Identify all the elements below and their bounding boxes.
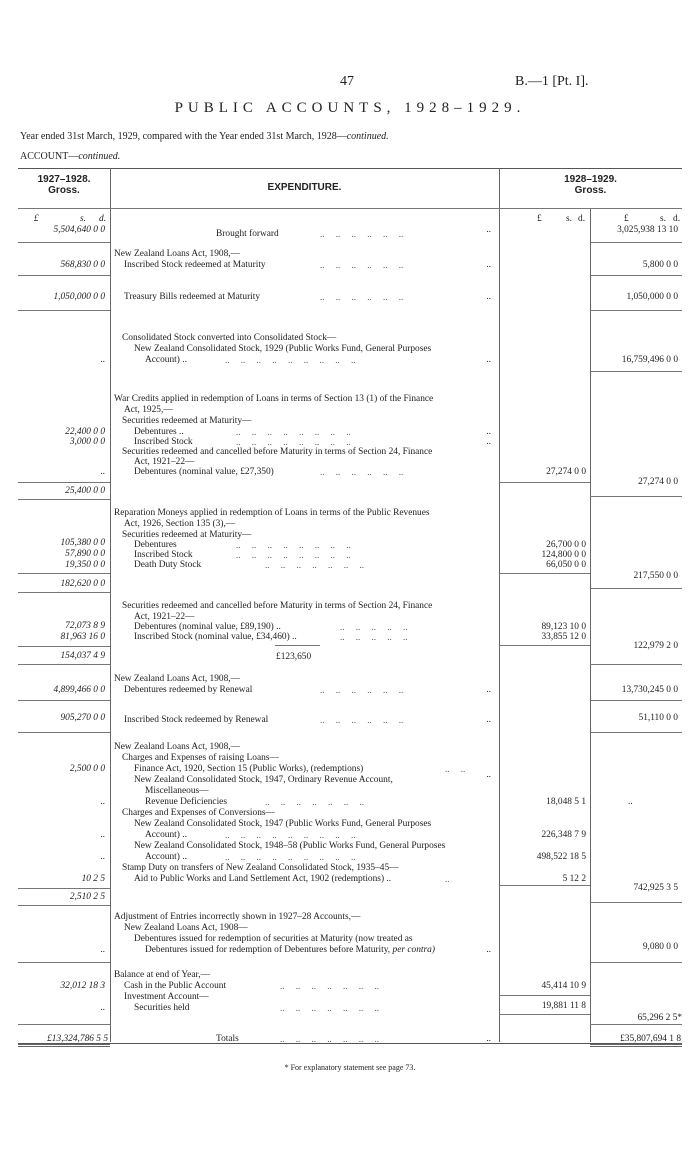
row-rule xyxy=(18,499,110,500)
sec-ins-left: 81,963 16 0 xyxy=(60,632,105,642)
sec-total-right: 122,979 2 0 xyxy=(633,641,678,651)
unit-pound: £ xyxy=(34,214,39,224)
nzla3-line10-mid: 498,522 18 5 xyxy=(536,852,586,862)
tb-mid: .. xyxy=(486,292,491,302)
leader-dots: .. .. .. .. .. .. .. .. .. xyxy=(225,830,356,840)
tb-right: 1,050,000 0 0 xyxy=(626,292,678,302)
rep-dds-left: 19,350 0 0 xyxy=(65,560,105,570)
nzla3-line5-mid: 18,048 5 1 xyxy=(546,797,586,807)
wc-ins: Inscribed Stock xyxy=(134,437,193,447)
row-rule xyxy=(18,482,110,483)
rep-deb-left: 105,380 0 0 xyxy=(60,538,105,548)
col-header-right: 1928–1929. Gross. xyxy=(564,174,617,196)
nzla1-text: Inscribed Stock redeemed at Maturity xyxy=(124,260,266,270)
totals-double-rule xyxy=(590,1044,682,1047)
nzla2-text: Debentures redeemed by Renewal xyxy=(124,685,253,695)
bf-left: 5,504,640 0 0 xyxy=(53,225,105,235)
totals-left: £13,324,786 5 5 xyxy=(47,1034,108,1044)
nzla1-mid: .. xyxy=(486,260,491,270)
isr-mid: .. xyxy=(486,715,491,725)
rep-total-right: 217,550 0 0 xyxy=(633,571,678,581)
subtitle xyxy=(20,131,389,142)
nzla3-line5-left: .. xyxy=(100,797,105,807)
leader-dots: .. .. .. .. .. .. .. .. .. xyxy=(225,852,356,862)
row-rule xyxy=(18,592,110,593)
nzla2-head: New Zealand Loans Act, 1908,— xyxy=(114,674,241,684)
wc-total-left: 25,400 0 0 xyxy=(65,486,105,496)
unit-d: d. xyxy=(673,214,681,224)
leader-dots: .. .. .. .. .. .. .. .. xyxy=(236,550,351,560)
nzla3-line12-left: 10 2 5 xyxy=(81,874,105,884)
nzla2-mid: .. xyxy=(486,685,491,695)
row-rule xyxy=(18,646,110,647)
nzla2-left: 4,899,466 0 0 xyxy=(53,685,105,695)
cs-right: 16,759,496 0 0 xyxy=(621,355,678,365)
nzla3-total-right: 742,925 3 5 xyxy=(633,883,678,893)
leader-dots: .. .. .. .. .. .. xyxy=(320,715,404,725)
isr-text: Inscribed Stock redeemed by Renewal xyxy=(124,715,269,725)
row-rule xyxy=(18,275,110,276)
footnote: * For explanatory statement see page 73. xyxy=(284,1063,416,1072)
wc-line3: Securities redeemed at Maturity— xyxy=(122,416,252,426)
rep-ins: Inscribed Stock xyxy=(134,550,193,560)
row-rule xyxy=(590,902,682,903)
isr-left: 905,270 0 0 xyxy=(60,713,105,723)
row-rule xyxy=(499,1014,590,1015)
col-header-expenditure: EXPENDITURE. xyxy=(267,182,342,193)
row-rule xyxy=(18,310,110,311)
nzla3-line4: Miscellaneous— xyxy=(145,786,209,796)
unit-s: s. xyxy=(660,214,666,224)
sec-line1: Securities redeemed and cancelled before Maturity in terms of Section 24, Finance xyxy=(122,601,433,611)
adj-line1: Adjustment of Entries incorrectly shown in 1927–28 Accounts,— xyxy=(114,912,361,922)
leader-dots: .. .. .. .. .. .. .. .. xyxy=(236,427,351,437)
wc-deb: Debentures .. xyxy=(134,427,184,437)
totals-double-rule xyxy=(18,1044,110,1047)
row-rule xyxy=(18,962,110,963)
row-rule xyxy=(18,732,110,733)
wc-deb-left: 22,400 0 0 xyxy=(65,427,105,437)
row-rule xyxy=(590,496,682,497)
leader-dots: .. .. .. .. .. .. .. xyxy=(280,1003,379,1013)
wc-line4: Securities redeemed and cancelled before Maturity in terms of Section 24, Finance xyxy=(122,447,433,457)
cs-mid: .. xyxy=(486,355,491,365)
subtitle-main: Year ended 31st March, 1929, compared with the Year ended 31st March, 1928— xyxy=(20,131,347,142)
nzla3-line3: New Zealand Consolidated Stock, 1947, Ordinary Revenue Account, xyxy=(134,775,393,785)
nzla1-head: New Zealand Loans Act, 1908,— xyxy=(114,249,241,259)
wc-line5: Act, 1921–22— xyxy=(134,457,195,467)
sec-total-left: 154,037 4 9 xyxy=(60,651,105,661)
bf-right: 3,025,938 13 10 xyxy=(617,225,678,235)
wc-nom-mid: 27,274 0 0 xyxy=(546,467,586,477)
wc-nom: Debentures (nominal value, £27,350) xyxy=(134,467,274,477)
unit-pound: £ xyxy=(537,214,542,224)
sec-line2: Act, 1921–22— xyxy=(134,612,195,622)
sec-boxed-total: £123,650 xyxy=(276,652,312,662)
nzla3-line5-right: .. xyxy=(628,797,633,807)
subtitle-continued: continued. xyxy=(346,131,389,142)
nzla3-line2: Finance Act, 1920, Section 15 (Public Works), (redemptions) xyxy=(134,764,364,774)
row-rule xyxy=(590,732,682,733)
row-rule xyxy=(590,700,682,701)
row-rule xyxy=(590,588,682,589)
bal-sh-mid: 19,881 11 8 xyxy=(541,1001,586,1011)
adj-right: 9,080 0 0 xyxy=(642,942,678,952)
row-rule xyxy=(590,1024,682,1025)
row-rule xyxy=(18,1024,110,1025)
nzla3-line2-left: 2,500 0 0 xyxy=(69,764,105,774)
row-rule xyxy=(275,645,320,646)
row-rule xyxy=(18,888,110,889)
adj-line4-italic: per contra) xyxy=(392,945,435,955)
leader-dots: .. .. .. .. .. .. .. .. xyxy=(236,437,351,447)
wc-total-right: 27,274 0 0 xyxy=(638,477,678,487)
leader-dots: .. .. .. .. .. .. xyxy=(320,467,404,477)
page-number: 47 xyxy=(340,74,354,89)
leader-dots: .. .. .. .. .. xyxy=(340,632,408,642)
nzla1-left: 568,830 0 0 xyxy=(60,260,105,270)
row-rule xyxy=(499,573,590,574)
rep-deb: Debentures xyxy=(134,540,177,550)
leader-dots: .. .. .. .. .. .. xyxy=(320,685,404,695)
nzla3-line2-mid: .. xyxy=(486,770,491,780)
rep-line1: Reparation Moneys applied in redemption of Loans in terms of the Public Revenues xyxy=(114,508,430,518)
header-rule xyxy=(18,208,682,209)
wc-line2: Act, 1925,— xyxy=(124,405,173,415)
leader-dots: .. .. .. .. .. .. .. xyxy=(280,1034,379,1044)
bal-cash: Cash in the Public Account xyxy=(124,981,227,991)
totals-right: £35,807,694 1 8 xyxy=(620,1034,681,1044)
nzla3-line9: New Zealand Consolidated Stock, 1948–58 (Public Works Fund, General Purposes xyxy=(134,841,446,851)
wc-nom-left: .. xyxy=(100,467,105,477)
leader-dots: .. xyxy=(445,874,450,884)
bal-cash-mid: 45,414 10 9 xyxy=(541,981,586,991)
unit-d: d. xyxy=(578,214,586,224)
bf-mid: .. xyxy=(486,225,491,235)
row-rule xyxy=(18,905,110,906)
leader-dots: .. .. .. .. .. xyxy=(340,622,408,632)
col-header-left: 1927–1928. Gross. xyxy=(37,174,91,196)
row-rule xyxy=(18,242,110,243)
leader-dots: .. .. .. .. .. .. xyxy=(320,229,404,239)
account-main: ACCOUNT— xyxy=(20,151,79,162)
bal-total-right: 65,296 2 5* xyxy=(637,1013,682,1023)
row-rule xyxy=(499,885,590,886)
col-rule xyxy=(590,208,591,1042)
nzla3-line12: Aid to Public Works and Land Settlement Act, 1902 (redemptions) .. xyxy=(134,874,392,884)
bal-sh: Securities held xyxy=(134,1003,190,1013)
row-rule xyxy=(18,573,110,574)
adj-line4-text: Debentures issued for redemption of Debentures before Maturity, xyxy=(145,945,391,955)
page-title: PUBLIC ACCOUNTS, 1928–1929. xyxy=(174,100,526,116)
row-rule xyxy=(18,664,110,665)
wc-ins-mid: .. xyxy=(486,437,491,447)
nzla2-right: 13,730,245 0 0 xyxy=(621,685,678,695)
nzla3-line6: Charges and Expenses of Conversions— xyxy=(122,808,275,818)
leader-dots: .. .. .. .. .. .. .. xyxy=(265,797,364,807)
rep-ins-left: 57,890 0 0 xyxy=(65,549,105,559)
nzla3-line8: Account) .. xyxy=(145,830,187,840)
tb-text: Treasury Bills redeemed at Maturity xyxy=(124,292,261,302)
unit-s: s. xyxy=(80,214,86,224)
rep-deb-mid: 26,700 0 0 xyxy=(546,540,586,550)
leader-dots: .. .. .. .. .. .. .. xyxy=(265,560,364,570)
isr-right: 51,110 0 0 xyxy=(638,713,678,723)
leader-dots: .. .. .. .. .. .. .. xyxy=(280,981,379,991)
row-rule xyxy=(499,645,590,646)
nzla3-line5: Revenue Deficiencies xyxy=(145,797,227,807)
document-reference: B.—1 [Pt. I]. xyxy=(515,74,589,89)
unit-d: d. xyxy=(99,214,107,224)
rep-total-left: 182,620 0 0 xyxy=(60,579,105,589)
adj-line4 xyxy=(145,945,435,956)
nzla3-total-left: 2,510 2 5 xyxy=(69,892,105,902)
cs-left: .. xyxy=(100,355,105,365)
rep-line2: Act, 1926, Section 135 (3),— xyxy=(124,519,236,529)
nzla3-line8-left: .. xyxy=(100,830,105,840)
nzla1-right: 5,800 0 0 xyxy=(642,260,678,270)
row-rule xyxy=(590,242,682,243)
row-rule xyxy=(499,995,590,996)
unit-s: s. xyxy=(566,214,572,224)
wc-ins-left: 3,000 0 0 xyxy=(69,437,105,447)
leader-dots: .. .. xyxy=(445,764,466,774)
row-rule xyxy=(18,700,110,701)
leader-dots: .. .. .. .. .. .. .. .. .. xyxy=(225,355,356,365)
row-rule xyxy=(590,310,682,311)
nzla3-line10-left: .. xyxy=(100,852,105,862)
rep-ins-mid: 124,800 0 0 xyxy=(541,550,586,560)
leader-dots: .. .. .. .. .. .. .. .. xyxy=(236,540,351,550)
nzla3-line1: Charges and Expenses of raising Loans— xyxy=(122,753,279,763)
bal-sh-left: .. xyxy=(100,1003,105,1013)
adj-mid: .. xyxy=(486,945,491,955)
adj-left: .. xyxy=(100,945,105,955)
sec-ins-mid: 33,855 12 0 xyxy=(541,632,586,642)
wc-deb-mid: .. xyxy=(486,427,491,437)
col-rule xyxy=(110,168,111,1042)
row-rule xyxy=(590,962,682,963)
sec-ins: Inscribed Stock (nominal value, £34,460) .. xyxy=(134,632,297,642)
col-rule xyxy=(499,168,500,1042)
rep-dds: Death Duty Stock xyxy=(134,560,202,570)
cs-line1: Consolidated Stock converted into Consolidated Stock— xyxy=(122,333,337,343)
row-rule xyxy=(590,371,682,372)
unit-pound: £ xyxy=(624,214,629,224)
wc-line1: War Credits applied in redemption of Loans in terms of Section 13 (1) of the Finance xyxy=(114,394,434,404)
leader-dots: .. .. .. .. .. .. xyxy=(320,292,404,302)
cs-line3: Account) .. xyxy=(145,355,187,365)
account-heading xyxy=(20,151,120,162)
rep-line3: Securities redeemed at Maturity— xyxy=(122,530,252,540)
nzla3-line11: Stamp Duty on transfers of New Zealand Consolidated Stock, 1935–45— xyxy=(122,863,399,873)
nzla3-head: New Zealand Loans Act, 1908,— xyxy=(114,742,241,752)
bal-cash-left: 32,012 18 3 xyxy=(60,981,105,991)
row-rule xyxy=(590,275,682,276)
totals-mid: .. xyxy=(486,1034,491,1044)
adj-line3: Debentures issued for redemption of securities at Maturity (now treated as xyxy=(134,934,413,944)
row-rule xyxy=(499,482,590,483)
tb-left: 1,050,000 0 0 xyxy=(53,292,105,302)
account-continued: continued. xyxy=(78,151,121,162)
leader-dots: .. .. .. .. .. .. xyxy=(320,260,404,270)
adj-line2: New Zealand Loans Act, 1908— xyxy=(124,923,248,933)
sec-deb: Debentures (nominal value, £89,190) .. xyxy=(134,622,281,632)
bal-line1: Balance at end of Year,— xyxy=(114,970,210,980)
nzla3-line12-mid: 5 12 2 xyxy=(562,874,586,884)
cs-line2: New Zealand Consolidated Stock, 1929 (Public Works Fund, General Purposes xyxy=(134,344,432,354)
totals-text: Totals xyxy=(216,1034,239,1044)
nzla3-line7: New Zealand Consolidated Stock, 1947 (Public Works Fund, General Purposes xyxy=(134,819,432,829)
bf-text: Brought forward xyxy=(216,229,279,239)
bal-inv: Investment Account— xyxy=(124,992,209,1002)
sec-deb-left: 72,073 8 9 xyxy=(65,621,105,631)
nzla3-line10: Account) .. xyxy=(145,852,187,862)
rep-dds-mid: 66,050 0 0 xyxy=(546,560,586,570)
row-rule xyxy=(590,664,682,665)
nzla3-line8-mid: 226,348 7 9 xyxy=(541,830,586,840)
sec-deb-mid: 89,123 10 0 xyxy=(541,622,586,632)
